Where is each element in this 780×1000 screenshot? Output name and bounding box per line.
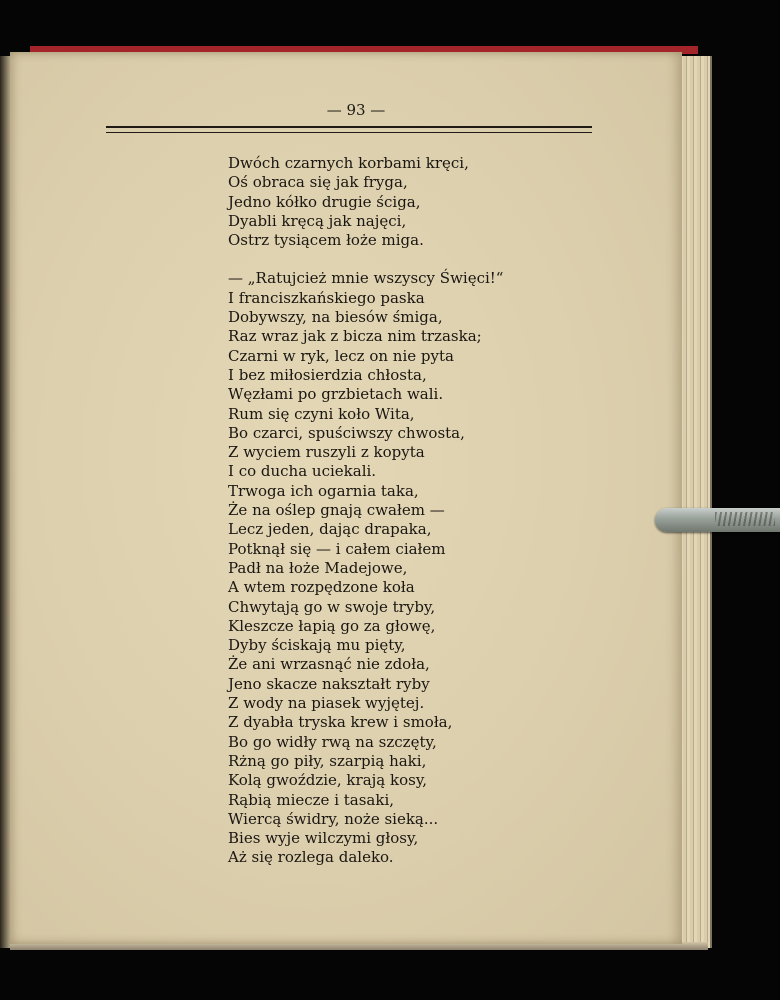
stanza-1 <box>228 154 503 250</box>
poem-line: Ostrz tysiącem łoże miga. <box>228 231 424 250</box>
poem-line: Jeno skacze nakształt ryby <box>228 674 430 693</box>
poem-line: I co ducha uciekali. <box>228 462 377 481</box>
poem-line: Potknął się — i całem ciałem <box>228 539 446 558</box>
poem-line: Rąbią miecze i tasaki, <box>228 790 395 809</box>
poem-line: Bies wyje wilczymi głosy, <box>228 829 419 848</box>
poem-text <box>228 154 503 868</box>
poem-line: Jedno kółko drugie ściga, <box>228 192 421 211</box>
book-page <box>10 52 682 944</box>
poem-line: — „Ratujcież mnie wszyscy Święci!“ <box>228 269 504 288</box>
poem-line: Z wyciem ruszyli z kopyta <box>228 443 425 462</box>
bookmark-ribbon <box>655 508 780 532</box>
poem-line: Bo czarci, spuściwszy chwosta, <box>228 423 465 442</box>
poem-line: Rżną go piły, szarpią haki, <box>228 751 427 770</box>
poem-line: Bo go widły rwą na szczęty, <box>228 732 437 751</box>
poem-line: Czarni w ryk, lecz on nie pyta <box>228 346 454 365</box>
poem-line: Z dyabła tryska krew i smoła, <box>228 713 453 732</box>
header-rule-bottom <box>106 132 592 133</box>
stanza-gap <box>228 250 503 269</box>
poem-line: Dobywszy, na biesów śmiga, <box>228 308 443 327</box>
poem-line: Rum się czyni koło Wita, <box>228 404 415 423</box>
poem-line: Dwóch czarnych korbami kręci, <box>228 154 469 172</box>
poem-line: Dyabli kręcą jak najęci, <box>228 211 407 230</box>
poem-line: Kolą gwoździe, krają kosy, <box>228 771 428 790</box>
poem-line: Aż się rozlega daleko. <box>228 848 394 867</box>
poem-line: Chwytają go w swoje tryby, <box>228 597 436 616</box>
poem-line: I franciszkańskiego paska <box>228 288 425 307</box>
poem-line: Wiercą świdry, noże sieką... <box>228 809 439 828</box>
poem-line: Raz wraz jak z bicza nim trzaska; <box>228 327 482 346</box>
header-rule-top <box>106 126 592 128</box>
poem-line: Trwoga ich ogarnia taka, <box>228 481 419 500</box>
poem-line: Oś obraca się jak fryga, <box>228 173 408 192</box>
stanza-2 <box>228 269 503 867</box>
poem-line: A wtem rozpędzone koła <box>228 578 415 597</box>
poem-line: Że ani wrzasnąć nie zdoła, <box>228 655 430 674</box>
poem-line: Padł na łoże Madejowe, <box>228 558 408 577</box>
poem-line: Węzłami po grzbietach wali. <box>228 385 444 404</box>
poem-line: Że na oślep gnają cwałem — <box>228 501 445 520</box>
poem-line: Lecz jeden, dając drapaka, <box>228 520 432 539</box>
page-number: — 93 — <box>326 101 386 119</box>
poem-line: Kleszcze łapią go za głowę, <box>228 616 436 635</box>
poem-line: Z wody na piasek wyjętej. <box>228 694 425 713</box>
poem-line: Dyby ściskają mu pięty, <box>228 636 406 655</box>
poem-line: I bez miłosierdzia chłosta, <box>228 365 427 384</box>
